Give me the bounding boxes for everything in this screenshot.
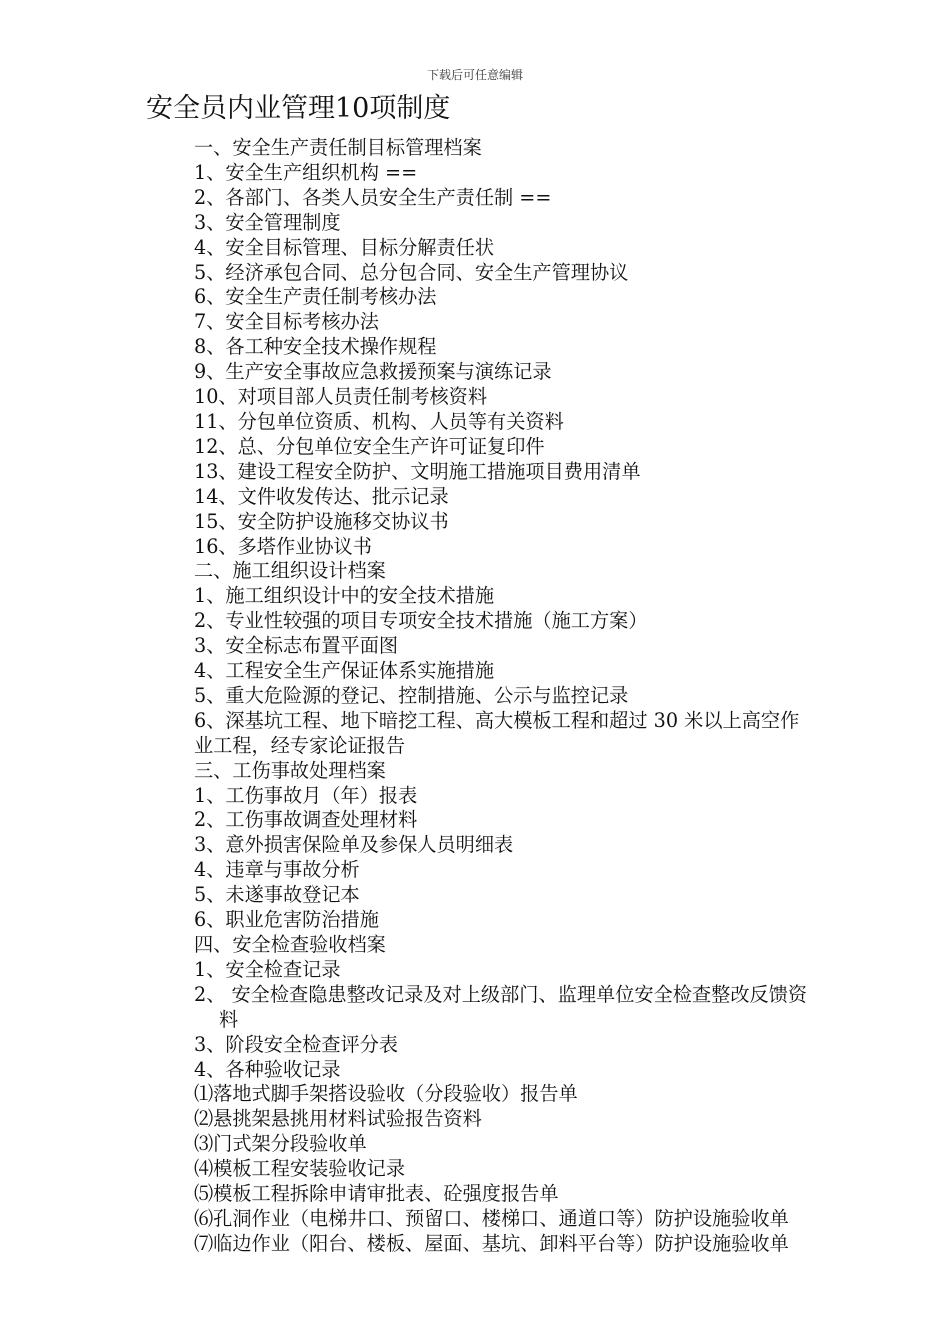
list-item: ⑹孔洞作业（电梯井口、预留口、楼梯口、通道口等）防护设施验收单 [194, 1206, 789, 1230]
section-heading-2: 二、施工组织设计档案 [194, 559, 386, 583]
list-item: 16、多塔作业协议书 [194, 534, 372, 558]
list-item: 1、施工组织设计中的安全技术措施 [194, 584, 495, 608]
list-item: 9、生产安全事故应急救援预案与演练记录 [194, 360, 552, 384]
list-item: 6、深基坑工程、地下暗挖工程、高大模板工程和超过 30 米以上高空作业工程，经专家论证报告 [194, 708, 800, 757]
list-item: 1、安全生产组织机构 == [194, 160, 418, 184]
list-item: 6、安全生产责任制考核办法 [194, 285, 437, 309]
section-heading-3: 三、工伤事故处理档案 [194, 758, 386, 782]
document-body [194, 136, 818, 1257]
list-item: ⑺临边作业（阳台、楼板、屋面、基坑、卸料平台等）防护设施验收单 [194, 1231, 789, 1255]
list-item: 2、各部门、各类人员安全生产责任制 == [194, 185, 552, 209]
list-item: 5、重大危险源的登记、控制措施、公示与监控记录 [194, 683, 629, 707]
list-item: 2、 安全检查隐患整改记录及对上级部门、监理单位安全检查整改反馈资料 [194, 982, 808, 1031]
list-item: 11、分包单位资质、机构、人员等有关资料 [194, 409, 564, 433]
list-item: 2、专业性较强的项目专项安全技术措施（施工方案） [194, 609, 648, 633]
list-item: 5、经济承包合同、总分包合同、安全生产管理协议 [194, 260, 629, 284]
list-item: 3、意外损害保险单及参保人员明细表 [194, 833, 514, 857]
list-item: 2、工伤事故调查处理材料 [194, 808, 418, 832]
section-heading-1: 一、安全生产责任制目标管理档案 [194, 136, 482, 159]
list-item: 4、各种验收记录 [194, 1057, 341, 1081]
list-item: 3、安全标志布置平面图 [194, 634, 399, 658]
page-header-note: 下载后可任意编辑 [426, 68, 523, 82]
list-item: 4、工程安全生产保证体系实施措施 [194, 659, 495, 683]
list-item: ⑴落地式脚手架搭设验收（分段验收）报告单 [194, 1082, 578, 1106]
document-title: 安全员内业管理10项制度 [146, 93, 451, 124]
list-item: 13、建设工程安全防护、文明施工措施项目费用清单 [194, 459, 641, 483]
list-item: 10、对项目部人员责任制考核资料 [194, 385, 488, 409]
list-item: 1、工伤事故月（年）报表 [194, 783, 418, 807]
list-item: 4、安全目标管理、目标分解责任状 [194, 235, 495, 259]
list-item: 3、安全管理制度 [194, 210, 341, 234]
list-item: 1、安全检查记录 [194, 957, 341, 981]
list-item: ⑵悬挑架悬挑用材料试验报告资料 [194, 1107, 482, 1131]
list-item: 7、安全目标考核办法 [194, 310, 379, 334]
section-heading-4: 四、安全检查验收档案 [194, 933, 386, 956]
list-item: 6、职业危害防治措施 [194, 908, 379, 932]
list-item: 12、总、分包单位安全生产许可证复印件 [194, 434, 545, 458]
list-item: ⑶门式架分段验收单 [194, 1132, 367, 1156]
list-item: ⑷模板工程安装验收记录 [194, 1157, 406, 1181]
list-item: 15、安全防护设施移交协议书 [194, 509, 449, 533]
list-item: 14、文件收发传达、批示记录 [194, 484, 449, 508]
list-item: 3、阶段安全检查评分表 [194, 1032, 399, 1056]
list-item: ⑸模板工程拆除申请审批表、砼强度报告单 [194, 1182, 559, 1206]
list-item: 4、违章与事故分析 [194, 858, 360, 882]
list-item: 8、各工种安全技术操作规程 [194, 335, 437, 359]
list-item: 5、未遂事故登记本 [194, 883, 360, 907]
